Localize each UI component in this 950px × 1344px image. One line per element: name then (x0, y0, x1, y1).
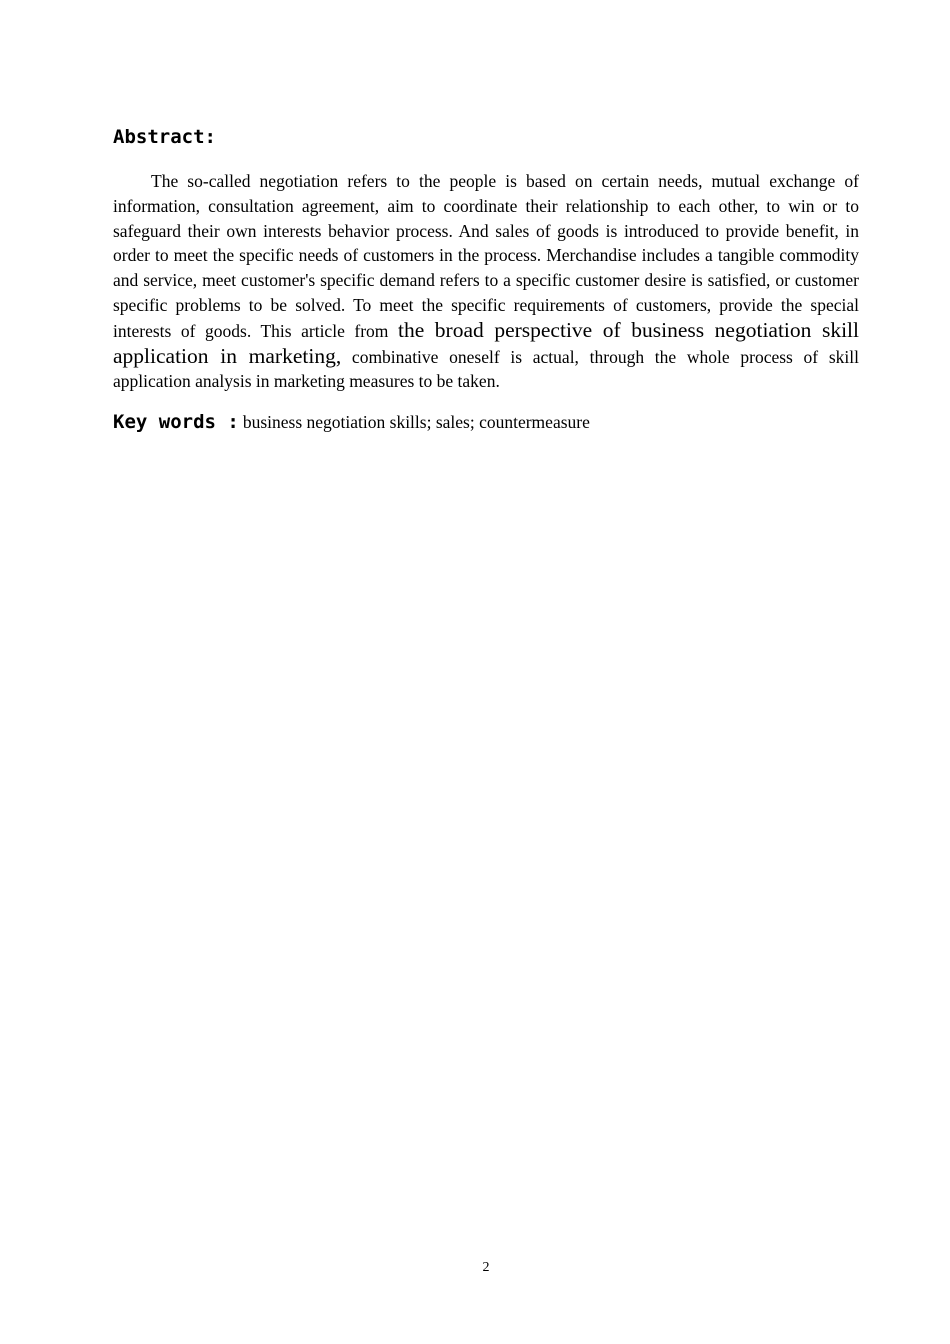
page-number: 2 (482, 1260, 490, 1275)
keywords-line (113, 411, 590, 433)
keywords-value: business negotiation skills; sales; countermeasure (242, 412, 590, 432)
keywords-label: Key words : (113, 411, 239, 433)
abstract-text-part1: The so-called negotiation refers to the people is based on certain needs, mutual exchange of information, consultation agreement, aim to coordinate their relationship to each other, to win or to safeguard their own interests behavior process. And sales of goods is introduced to provide benefit, in order to meet the specific needs of customers in the process. Merchandise includes a tangible commodity and service, meet customer's specific demand refers to a specific customer desire is satisfied, or customer specific problems to be solved. To meet the specific requirements of customers, provide the special interests of goods. This article from (113, 171, 859, 341)
abstract-text-part2: combinative oneself is actual, through the whole process of skill application analysis in marketing measures to be taken. (113, 346, 859, 392)
abstract-text-emphasis: the broad perspective of business negotiation skill application in marketing, (113, 317, 859, 368)
abstract-heading: Abstract: (113, 126, 216, 148)
abstract-paragraph (113, 169, 859, 394)
